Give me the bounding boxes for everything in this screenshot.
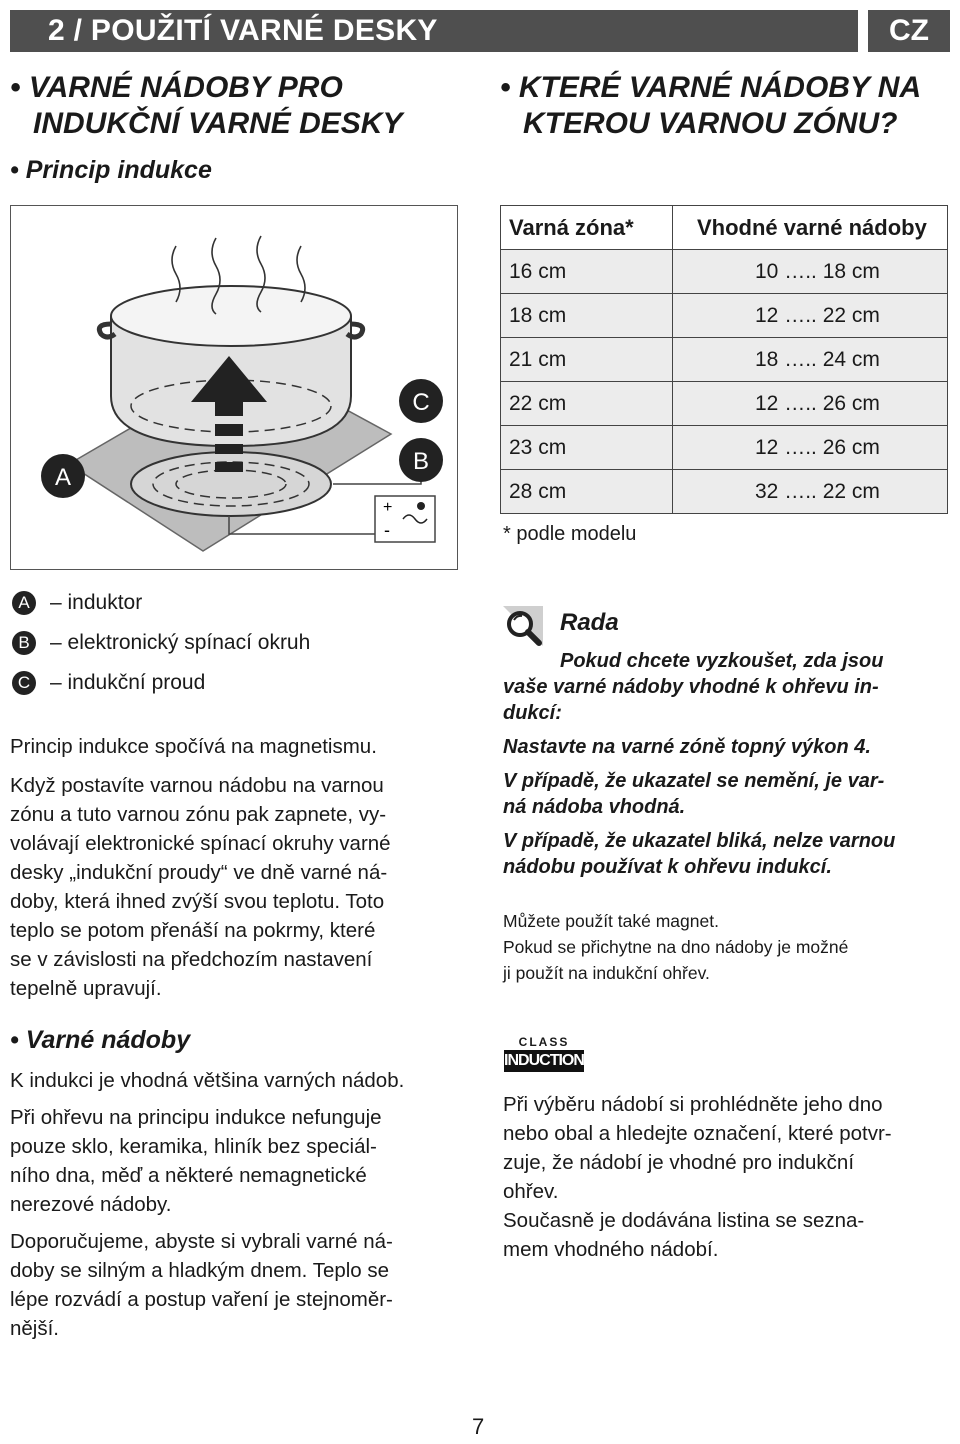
text-line: nerezové nádoby.	[10, 1193, 172, 1216]
table-row	[501, 294, 948, 338]
page-number: 7	[472, 1414, 485, 1439]
text-line: teplo se potom přenáší na pokrmy, které	[10, 919, 376, 942]
legend-item	[12, 583, 310, 623]
induction-illustration	[11, 206, 457, 569]
page-section-title: 2 / POUŽITÍ VARNÉ DESKY	[48, 14, 438, 47]
legend-item	[12, 663, 310, 703]
text-line: nádobu používat k ohřevu indukcí.	[503, 856, 832, 878]
diagram-legend	[12, 583, 310, 703]
left-section-heading	[10, 70, 402, 142]
table-row	[501, 338, 948, 382]
table-cell: 10 ….. 18 cm	[673, 250, 948, 294]
table-cell: 12 ….. 26 cm	[673, 426, 948, 470]
paragraph	[503, 828, 953, 880]
table-cell: 18 ….. 24 cm	[673, 338, 948, 382]
table-cell: 28 cm	[501, 470, 673, 514]
svg-text:C: C	[412, 389, 430, 416]
text-line: Současně je dodávána listina se sezna-	[503, 1209, 865, 1232]
subheading-varne-nadoby: • Varné nádoby	[10, 1026, 191, 1054]
table-cell: 18 cm	[501, 294, 673, 338]
text-line: Můžete použít také magnet.	[503, 911, 719, 931]
text-line: ji použít na indukční ohřev.	[503, 963, 710, 983]
table-row	[501, 470, 948, 514]
logo-top-text: CLASS	[518, 1035, 570, 1049]
subheading-text: Princip indukce	[25, 156, 212, 184]
text-line: Když postavíte varnou nádobu na varnou	[10, 774, 384, 797]
svg-text:B: B	[412, 448, 430, 475]
legend-badge: C	[12, 671, 36, 695]
text-line: V případě, že ukazatel se nemění, je var-	[503, 770, 885, 792]
text-line: Při výběru nádobí si prohlédněte jeho dno	[503, 1093, 883, 1116]
tip-title: Rada	[560, 609, 619, 636]
text-line: desky „indukční proudy“ ve dně varné ná-	[10, 861, 388, 884]
text-line: ohřev.	[503, 1180, 559, 1203]
pot-rim	[111, 286, 351, 346]
table-header: Varná zóna*	[501, 206, 673, 250]
legend-text: – indukční proud	[50, 671, 206, 694]
paragraph	[503, 768, 953, 820]
table-header-row	[501, 206, 948, 250]
heading-line-2: KTEROU VARNOU ZÓNU?	[523, 107, 898, 140]
text-line: volávají elektronické spínací okruhy varné	[10, 832, 391, 855]
paragraph: Princip indukce spočívá na magnetismu.	[10, 735, 377, 758]
magnifier-icon-svg	[503, 606, 543, 646]
magnifier-icon	[503, 606, 543, 646]
table-cell: 21 cm	[501, 338, 673, 382]
label-c	[399, 379, 443, 423]
table-cell: 12 ….. 26 cm	[673, 382, 948, 426]
text-line: mem vhodného nádobí.	[503, 1238, 719, 1261]
label-a	[41, 454, 85, 498]
class-induction-logo	[504, 1036, 584, 1076]
text-line: nější.	[10, 1317, 59, 1340]
text-line: nebo obal a hledejte označení, které potvr-	[503, 1122, 892, 1145]
heading-line-2: INDUKČNÍ VARNÉ DESKY	[33, 107, 403, 140]
svg-text:A: A	[54, 464, 72, 491]
table-row	[501, 250, 948, 294]
text-line: ního dna, měď a některé nemagnetické	[10, 1164, 367, 1187]
table-cell: 12 ….. 22 cm	[673, 294, 948, 338]
table-cell: 32 ….. 22 cm	[673, 470, 948, 514]
table-footnote: * podle modelu	[503, 523, 637, 545]
language-badge: CZ	[868, 10, 950, 52]
right-section-heading: • KTERÉ VARNÉ NÁDOBY NA KTEROU VARNOU ZÓNU?	[500, 71, 922, 140]
table-header: Vhodné varné nádoby	[673, 206, 948, 250]
subheading-text: Varné nádoby	[25, 1026, 191, 1054]
paragraph	[10, 1103, 460, 1219]
text-line: V případě, že ukazatel bliká, nelze varnou	[503, 830, 896, 852]
text-line: lépe rozvádí a postup vaření je stejnoměr-	[10, 1288, 393, 1311]
text-line: vaše varné nádoby vhodné k ohřevu in-	[503, 676, 879, 698]
terminal-dot	[417, 502, 425, 510]
table-cell: 22 cm	[501, 382, 673, 426]
paragraph	[10, 771, 460, 1003]
heading-line-1: KTERÉ VARNÉ NÁDOBY NA	[518, 71, 922, 104]
text-line: doby, která ihned zvýší svou teplotu. Toto	[10, 890, 385, 913]
zones-table	[500, 205, 948, 514]
legend-text: – induktor	[50, 591, 143, 614]
legend-item	[12, 623, 310, 663]
induction-diagram	[10, 205, 458, 570]
text-line: doby se silným a hladkým dnem. Teplo se	[10, 1259, 390, 1282]
magnet-text	[503, 908, 953, 986]
logo-bottom-text: INDUCTION	[504, 1050, 584, 1072]
text-line: dukcí:	[503, 702, 562, 724]
table-row	[501, 426, 948, 470]
table-cell: 16 cm	[501, 250, 673, 294]
paragraph	[503, 648, 953, 726]
class-induction-text	[503, 1090, 953, 1264]
minus-sign: -	[384, 520, 390, 540]
text-line: zuje, že nádobí je vhodné pro indukční	[503, 1151, 855, 1174]
text-line: Při ohřevu na principu indukce nefunguje	[10, 1106, 382, 1129]
cookware-text	[10, 1066, 460, 1343]
text-line: zónu a tuto varnou zónu pak zapnete, vy-	[10, 803, 387, 826]
tip-text	[503, 648, 953, 888]
principle-text	[10, 732, 460, 1003]
text-line: Pokud chcete vyzkoušet, zda jsou	[560, 650, 884, 672]
text-line: tepelně upravují.	[10, 977, 162, 1000]
legend-badge: B	[12, 631, 36, 655]
text-line: Doporučujeme, abyste si vybrali varné ná-	[10, 1230, 393, 1253]
text-line: se v závislosti na předchozím nastavení	[10, 948, 373, 971]
paragraph: Nastavte na varné zóně topný výkon 4.	[503, 736, 871, 758]
text-line: pouze sklo, keramika, hliník bez speciál-	[10, 1135, 377, 1158]
heading-line-1: VARNÉ NÁDOBY PRO	[28, 71, 343, 104]
paragraph	[10, 1227, 460, 1343]
legend-text: – elektronický spínací okruh	[50, 631, 311, 654]
plus-sign: +	[383, 499, 393, 516]
label-b	[399, 438, 443, 482]
table-cell: 23 cm	[501, 426, 673, 470]
bullet: •	[10, 71, 29, 104]
legend-badge: A	[12, 591, 36, 615]
text-line: Pokud se přichytne na dno nádoby je možné	[503, 937, 849, 957]
table-row	[501, 382, 948, 426]
text-line: ná nádoba vhodná.	[503, 796, 686, 818]
paragraph: K indukci je vhodná většina varných nádob.	[10, 1069, 405, 1092]
subheading-princip: • Princip indukce	[10, 156, 212, 184]
